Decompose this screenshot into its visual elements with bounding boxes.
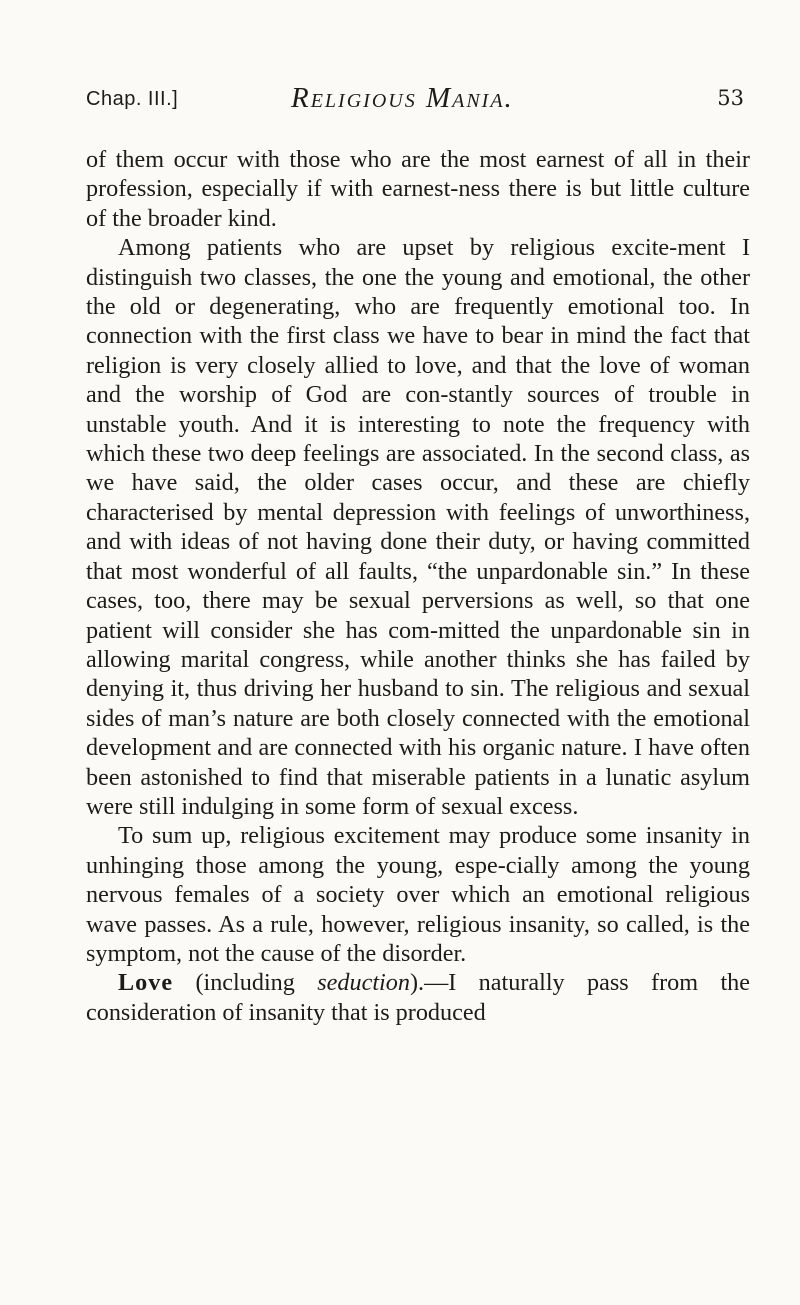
section-note-open: (including [173, 969, 318, 997]
book-page [86, 82, 751, 1026]
body-text [86, 145, 750, 1027]
chapter-reference: Chap. III.] [86, 88, 179, 110]
section-note-italic: seduction [317, 969, 410, 997]
running-title: Religious Mania. [291, 82, 514, 114]
paragraph-continued: of them occur with those who are the most earnest of all in their profession, especially if with earnest-ness there is but little culture of the broader kind. [86, 146, 750, 232]
section-note-close: ). [409, 969, 425, 997]
page-number: 53 [717, 86, 744, 110]
section-heading-love: Love [118, 969, 174, 997]
paragraph-two-classes: Among patients who are upset by religious excite-ment I distinguish two classes, the one the young and emotional, the other the old or degenerating, who are frequently emotional too. In connection with the first class we have to bear in mind the fact that religion is very closely allied to love, and that the love of woman and the worship of God are con-stantly sources of trouble in unstable youth. And it is interesting to note the frequency with which these two deep feelings are associated. In the second class, as we have said, the older cases occur, and these are chiefly characterised by mental depression with feelings of unworthiness, and with ideas of not having done their duty, or having committed that most wonderful of all faults, “the unpardonable sin.” In these cases, too, there may be sexual perversions as well, so that one patient will consider she has com-mitted the unpardonable sin in allowing marital congress, while another thinks she has failed by denying it, thus driving her husband to sin. The religious and sexual sides of man’s nature are both closely connected with the emotional development and are connected with his organic nature. I have often been astonished to find that miserable patients in a lunatic asylum were still indulging in some form of sexual excess. [86, 234, 750, 820]
paragraph-love-section [86, 968, 750, 1027]
running-header [86, 82, 750, 122]
paragraph-summary: To sum up, religious excitement may produce some insanity in unhinging those among the young, espe-cially among the young nervous females of a society over which an emotional religious wave passes. As a rule, however, religious insanity, so called, is the symptom, not the cause of the disorder. [86, 822, 750, 967]
section-text: —I naturally pass from the consideration of insanity that is produced [86, 969, 751, 1026]
